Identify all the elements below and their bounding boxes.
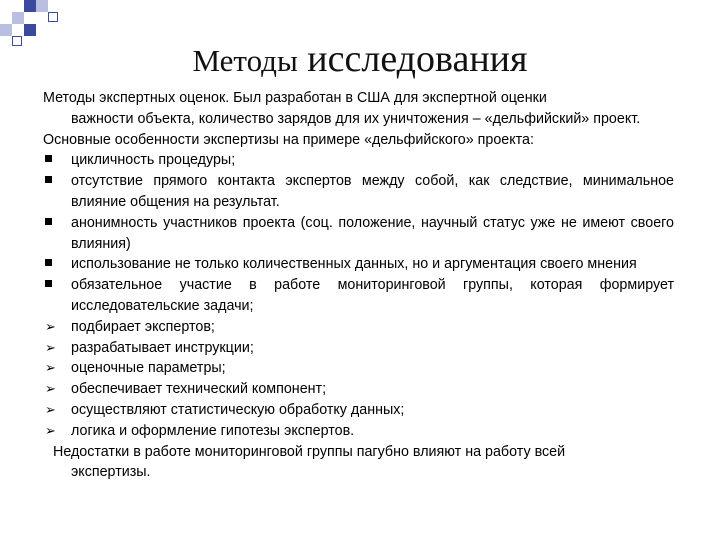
slide-title-part2: исследования [307,38,528,80]
square-bullet-icon [45,213,52,234]
intro-continuation: важности объекта, количество зарядов для их уничтожения – «дельфийский» проект. [71,110,641,127]
list-item-text: анонимность участников проекта (соц. положение, научный статус уже не имеют своего влияния) [71,214,674,252]
features-heading: Основные особенности экспертизы на примере «дельфийского» проекта: [43,131,534,148]
bullet-item [43,254,674,275]
note-line-1: Недостатки в работе мониторинговой группы пагубно влияют на работу всей [53,443,566,460]
square-bullet-icon [45,171,52,192]
bullet-list [43,150,674,316]
square-bullet-icon [45,254,52,275]
note-continuation: экспертизы. [71,464,151,481]
list-item-text: подбирает экспертов; [71,318,215,335]
bullet-item [43,150,674,171]
arrow-item [43,379,674,400]
intro-line-1: Методы экспертных оценок. Был разработан в США для экспертной оценки [43,90,547,106]
conclusion-note [43,442,674,484]
intro-paragraph [43,88,674,130]
slide-title-part1: Методы [192,43,298,78]
arrow-bullet-icon: ➢ [45,339,56,355]
bullet-item [43,275,674,317]
square-bullet-shape [45,280,52,287]
square-bullet-shape [45,155,52,162]
arrow-bullet-icon: ➢ [45,422,56,438]
square-bullet-shape [45,218,52,225]
list-item-text: обеспечивает технический компонент; [71,381,327,398]
decor-square-5 [24,24,36,36]
list-item-text: отсутствие прямого контакта экспертов между собой, как следствие, минимальное влияние общения на результат. [71,173,674,210]
slide-title [0,36,720,84]
arrow-bullet-icon: ➢ [45,401,56,417]
list-item-text: обязательное участие в работе мониторинговой группы, которая формирует исследовательские задачи; [71,277,674,314]
list-item-text: осуществляют статистическую обработку данных; [71,401,405,418]
slide-body [43,88,674,483]
decor-square-3 [48,12,58,22]
bullet-item [43,171,674,213]
square-bullet-shape [45,259,52,266]
arrow-bullet-icon: ➢ [45,381,56,397]
list-item-text: логика и оформление гипотезы экспертов. [71,422,355,439]
arrow-item [43,338,674,359]
decor-square-6 [0,24,12,36]
arrow-item [43,358,674,379]
square-bullet-icon [45,150,52,171]
arrow-bullet-icon: ➢ [45,360,56,376]
decor-square-1 [24,0,36,12]
arrow-item [43,400,674,421]
arrow-item [43,317,674,338]
square-bullet-icon [45,275,52,296]
bullet-item [43,213,674,255]
list-item-text: оценочные параметры; [71,360,226,377]
decor-square-2 [36,0,48,12]
arrow-bullet-icon: ➢ [45,318,56,334]
square-bullet-shape [45,176,52,183]
list-item-text: цикличность процедуры; [71,152,236,169]
list-item-text: разрабатывает инструкции; [71,339,254,356]
list-item-text: использование не только количественных данных, но и аргументация своего мнения [71,256,637,273]
arrow-item [43,421,674,442]
decor-square-4 [12,12,24,24]
arrow-list [43,317,674,442]
